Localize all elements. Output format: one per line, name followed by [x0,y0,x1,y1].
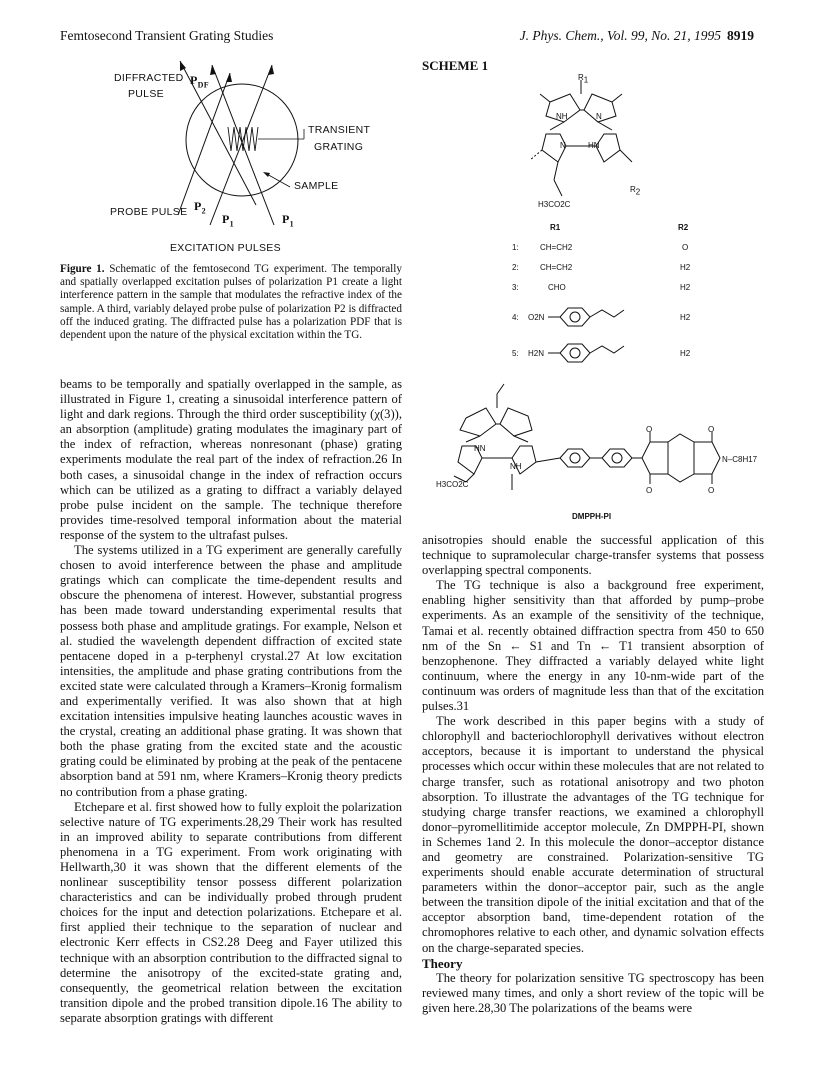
table-row-5-r2: H2 [680,349,691,358]
left-column [60,377,402,1026]
scheme-hn: HN [588,141,600,150]
styryl-fragments [548,300,638,370]
label-diffracted: DIFFRACTED [114,72,184,84]
label-p1-left: $P_1$ [222,212,234,229]
section-heading-theory: Theory [422,955,463,971]
dmpph-o-4: O [708,486,715,495]
table-row-3-num: 3: [512,283,519,292]
scheme-n-bottom: N [560,141,566,150]
scheme-r2: $R_2$ [630,185,641,197]
figure1-caption [60,263,402,342]
table-row-1-r2: O [682,243,689,252]
table-row-2-r2: H2 [680,263,691,272]
scheme-n-top: N [596,112,602,121]
label-probe: PROBE PULSE [110,206,188,218]
right-column [422,533,764,1016]
dmpph-o-2: O [708,425,715,434]
left-paragraph-3: Etchepare et al. first showed how to fully exploit the polarization selective nature of TG experiments.28,29 Their work has resulted in an improved ability to separate contributions from different phenomena in a TG experiment. From work originating with Hellwarth,30 it was shown that the different elements of the nonlinear susceptibility tensor possess different polarization characteristics and can be individually probed through prudent choices for the input and detection polarizations. Etchepare et al. first applied their technique to the separation of nuclear and electronic Kerr effects in CS2.28 Deeg and Fayer utilized this technique with an absorption contribution to the diffracted signal to determine the anisotropy of the excited-state grating and, consequently, the geometrical relation between the excitation transition dipole and the probed transition dipole.16 The ability to separate absorption gratings with different [60,799,402,1025]
journal-name: J. Phys. Chem., Vol. 99, No. 21, 1995 [519,28,721,43]
label-pdf: $P_{DF}$ [190,73,209,90]
caption-label: Figure 1. [60,263,105,275]
dmpph-nh: NH [510,462,522,471]
table-row-4-r2: H2 [680,313,691,322]
scheme-ester: H3CO2C [538,200,571,209]
caption-text: Schematic of the femtosecond TG experiment. The temporally and spatially overlapped excitation pulses of polarization P1 create a light interference pattern in the sample that modulates the refractive index of the sample. A third, variably delayed probe pulse of polarization P2 is diffracted off the induced grating. The diffracted pulse has a polarization PDF that is dependent upon the nature of the physical excitation within the TG. [60,263,402,342]
table-row-3-r1: CHO [548,283,566,292]
dmpph-pi-structure [436,378,766,498]
page-number: 8919 [727,28,754,43]
dmpph-o-3: O [646,486,653,495]
label-pulse: PULSE [128,88,164,100]
dmpph-label: DMPPH-PI [572,512,612,521]
label-grating: GRATING [314,141,364,153]
table-row-2-r1: CH=CH2 [540,263,573,272]
table-row-1-r1: CH=CH2 [540,243,573,252]
dmpph-ester: H3CO2C [436,480,469,489]
left-paragraph-1: beams to be temporally and spatially overlapped in the sample, as illustrated in Figure 1, creating a sinusoidal interference pattern of light and dark regions. Through the third order susceptibility (χ(3)), an absorption (amplitude) grating modulates the imaginary part of the index of refraction, whereas nonresonant (phase) grating experiments modulate the real part of the index of refraction.26 In both cases, a sinusoidal change in the index of refraction occurs which can be utilized as a grating to diffract a variably delayed probe pulse incident on the sample. The technique therefore provides time-resolved temporal information about the material response of the system to the ultrafast pulses. [60,377,402,542]
table-row-3-r2: H2 [680,283,691,292]
table-row-4-r1: O2N [528,313,545,322]
label-transient: TRANSIENT [308,124,371,136]
journal-citation [520,28,754,44]
table-row-2-num: 2: [512,263,519,272]
right-paragraph-4: The theory for polarization sensitive TG spectroscopy has been reviewed many times, and only a short review of the topic will be given here.28,30 The polarizations of the beams were [422,970,764,1015]
label-excitation: EXCITATION PULSES [170,242,281,254]
table-row-1-num: 1: [512,243,519,252]
left-paragraph-2: The systems utilized in a TG experiment are generally carefully chosen to avoid interference between the phase and amplitude gratings which can complicate the time-dependent results and obscure the phenomena of interest. However, substantial progress has been made toward understanding experimental results that possess both phase and amplitude gratings. For example, Nelson et al. studied the wavelength dependent diffraction of excited state pentacene doped in a p-terphenyl crystal.27 At low excitation intensities, the amplitude and phase grating contributions from the excited state were calculated through a Kramers–Kronig formalism and experimentally verified. It was also shown that at high excitation intensities impulsive heating launches acoustic waves in the crystal, creating an additional phase grating. It was shown that both the phase grating from the excited state and the acoustic grating could be eliminated by probing at the peak of the pentacene absorption band at 591 nm, where Kramers–Kronig theory predicts no contribution from a phase grating. [60,543,402,799]
table-header-r2: R2 [678,223,689,232]
right-paragraph-1: anisotropies should enable the successful application of this technique to supramolecular charge-transfer systems that possess overlapping spectral components. [422,533,764,578]
dmpph-hn: HN [474,444,486,453]
right-paragraph-2: The TG technique is also a background free experiment, enabling higher sensitivity than that afforded by pump–probe experiments. As an example of the sensitivity of the technique, Tamai et al. recently obtained diffraction spectra from 450 to 650 nm of the Sn ← S1 and Tn ← T1 transient absorption of benzophenone. They diffracted a variably delayed white light continuum, where the energy in any 10-nm-wide part of the continuum was orders of magnitude less than that of the excitation pulses.31 [422,578,764,714]
label-p1-right: $P_1$ [282,212,294,229]
label-p2: $P_2$ [194,199,206,216]
label-sample: SAMPLE [294,180,339,192]
right-paragraph-3: The work described in this paper begins with a study of chlorophyll and bacteriochlorophyll derivatives without electron acceptors, because it is important to understand the physical processes which occur within these molecules that are not related to charge transfer, such as rotational anisotropy and two photon absorption. To illustrate the advantages of the TG technique for studying charge transfer reactions, we examined a chlorophyll donor–pyromellitimide acceptor molecule, Zn DMPPH-PI, shown in Schemes 1and 2. In this molecule the donor–acceptor distance and geometry are constrained. Polarization-sensitive TG experiments should enable accurate determination of structural parameters within the donor–acceptor pair, such as the angle between the transition dipole of the initial excitation and that of the acceptor absorption band, time-dependent rotation of the chromophores relative to each other, and dynamic solvation effects on the charge-separated species. [422,714,765,955]
table-row-5-r1: H2N [528,349,545,358]
scheme-title: SCHEME 1 [422,58,489,73]
scheme-r1: $R_1$ [578,73,589,85]
table-row-4-num: 4: [512,313,519,322]
table-header-r1: R1 [550,223,561,232]
dmpph-o-1: O [646,425,653,434]
running-header: Femtosecond Transient Grating Studies [60,28,274,43]
scheme-nh: NH [556,112,568,121]
table-row-5-num: 5: [512,349,519,358]
dmpph-chain: N–C8H17 [722,455,758,464]
